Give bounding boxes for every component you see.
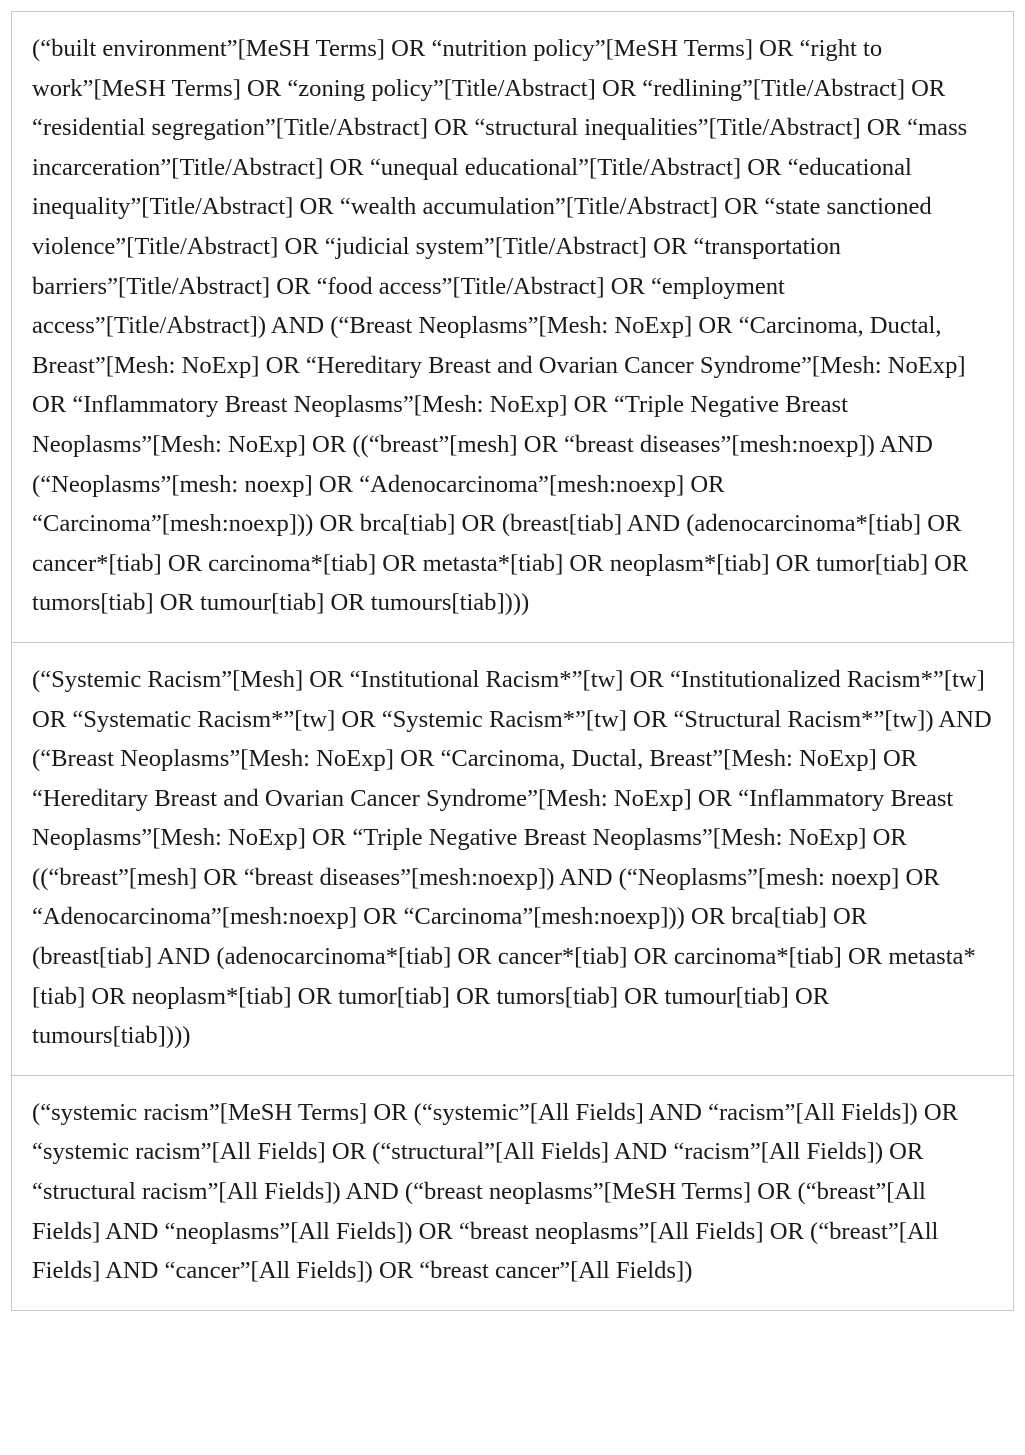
search-query-text: (“built environment”[MeSH Terms] OR “nutrition policy”[MeSH Terms] OR “right to work”[MeSH Terms] OR “zoning policy”[Title/Abstract] OR “redlining”[Title/Abstract] OR “residential segregation”[Title/Abstract] OR “structural inequalities”[Title/Abstract] OR “mass incarceration”[Title/Abstract] OR “unequal educational”[Title/Abstract] OR “educational inequality”[Title/Abstract] OR “wealth accumulation”[Title/Abstract] OR “state sanctioned violence”[Title/Abstract] OR “judicial system”[Title/Abstract] OR “transportation barriers”[Title/Abstract] OR “food access”[Title/Abstract] OR “employment access”[Title/Abstract]) AND (“Breast Neoplasms”[Mesh: NoExp] OR “Carcinoma, Ductal, Breast”[Mesh: NoExp] OR “Hereditary Breast and Ovarian Cancer Syndrome”[Mesh: NoExp] OR “Inflammatory Breast Neoplasms”[Mesh: NoExp] OR “Triple Negative Breast Neoplasms”[Mesh: NoExp] OR ((“breast”[mesh] OR “breast diseases”[mesh:noexp]) AND (“Neoplasms”[mesh: noexp] OR “Adenocarcinoma”[mesh:noexp] OR “Carcinoma”[mesh:noexp])) OR brca[tiab] OR (breast[tiab] AND (adenocarcinoma*[tiab] OR cancer*[tiab] OR carcinoma*[tiab] OR metasta*[tiab] OR neoplasm*[tiab] OR tumor[tiab] OR tumors[tiab] OR tumour[tiab] OR tumours[tiab]))): [32, 35, 969, 617]
search-query-text: (“systemic racism”[MeSH Terms] OR (“systemic”[All Fields] AND “racism”[All Fields]) OR “systemic racism”[All Fields] OR (“structural”[All Fields] AND “racism”[All Fields]) OR “structural racism”[All Fields]) AND (“breast neoplasms”[MeSH Terms] OR (“breast”[All Fields] AND “neoplasms”[All Fields]) OR “breast neoplasms”[All Fields] OR (“breast”[All Fields] AND “cancer”[All Fields]) OR “breast cancer”[All Fields]): [32, 1098, 959, 1285]
search-query-table: [11, 11, 1014, 1311]
search-query-text: (“Systemic Racism”[Mesh] OR “Institutional Racism*”[tw] OR “Institutionalized Racism*”[tw] OR “Systematic Racism*”[tw] OR “Systemic Racism*”[tw] OR “Structural Racism*”[tw]) AND (“Breast Neoplasms”[Mesh: NoExp] OR “Carcinoma, Ductal, Breast”[Mesh: NoExp] OR “Hereditary Breast and Ovarian Cancer Syndrome”[Mesh: NoExp] OR “Inflammatory Breast Neoplasms”[Mesh: NoExp] OR “Triple Negative Breast Neoplasms”[Mesh: NoExp] OR ((“breast”[mesh] OR “breast diseases”[mesh:noexp]) AND (“Neoplasms”[mesh: noexp] OR “Adenocarcinoma”[mesh:noexp] OR “Carcinoma”[mesh:noexp])) OR brca[tiab] OR (breast[tiab] AND (adenocarcinoma*[tiab] OR cancer*[tiab] OR carcinoma*[tiab] OR metasta*[tiab] OR neoplasm*[tiab] OR tumor[tiab] OR tumors[tiab] OR tumour[tiab] OR tumours[tiab]))): [32, 665, 992, 1050]
table-row: [12, 1076, 1013, 1310]
table-row: [12, 12, 1013, 643]
table-row: [12, 643, 1013, 1076]
